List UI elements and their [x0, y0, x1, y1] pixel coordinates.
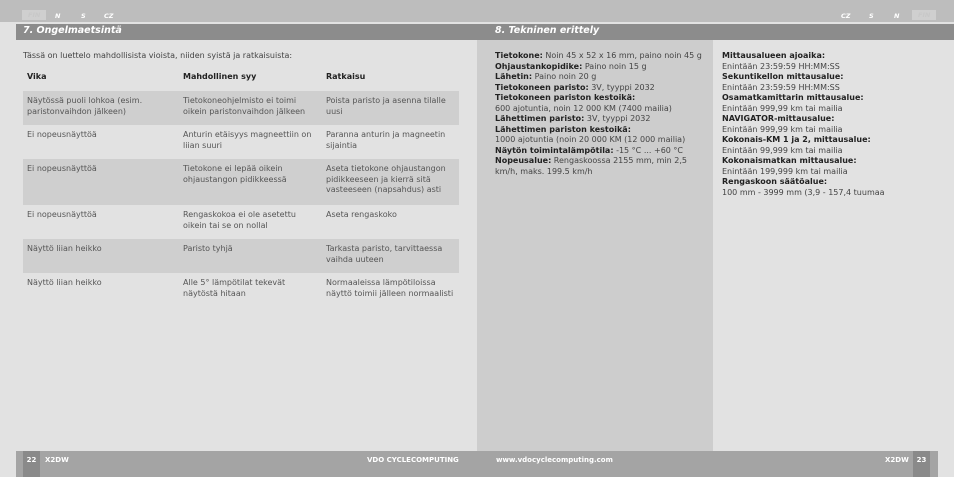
spec-line — [495, 167, 709, 178]
spec-value: 100 mm - 3999 mm (3,9 - 157,4 tuumaa — [722, 187, 885, 197]
spec-label: Lähettimen paristo: — [495, 114, 585, 123]
spec-label: Tietokoneen paristo: — [495, 82, 589, 92]
solution-cell: Paranna anturin ja magneetin sijaintia — [326, 130, 446, 150]
spec-label: Sekuntikellon mittausalue: — [722, 72, 844, 81]
solution-cell: Aseta tietokone ohjaustangon pidikkeeseen ja kierrä sitä vasteeseen (napsahdus) asti — [322, 159, 459, 205]
fault-cell: Ei nopeusnäyttöä — [27, 210, 97, 219]
fault-cell: Ei nopeusnäyttöä — [27, 130, 97, 139]
lang-tab-left-cz[interactable]: CZ — [104, 12, 114, 20]
lang-tab-right-fin[interactable]: FIN — [912, 10, 936, 20]
spec-line — [722, 156, 942, 167]
solution-cell: Tarkasta paristo, tarvittaessa vaihda uuteen — [322, 239, 459, 273]
table-header-row — [23, 70, 459, 91]
left-section-title: 7. Ongelmaetsintä — [23, 25, 122, 36]
right-section-header — [477, 24, 954, 40]
fault-cell: Näyttö liian heikko — [23, 239, 179, 273]
spec-value: Enintään 999,99 km tai mailia — [722, 103, 843, 113]
spec-label: Lähettimen pariston kestoikä: — [495, 124, 631, 134]
left-footer — [16, 451, 477, 477]
lang-tab-left-s[interactable]: S — [81, 12, 86, 20]
spec-line — [722, 114, 942, 125]
table-row — [23, 159, 459, 205]
spec-line — [495, 104, 709, 115]
spec-line — [722, 104, 942, 115]
spec-value: 3V, tyyppi 2032 — [588, 82, 655, 92]
table-row — [23, 91, 459, 125]
spec-line — [722, 146, 942, 157]
cause-cell: Rengaskokoa ei ole asetettu oikein tai se on nollal — [183, 210, 296, 230]
spec-value: Enintään 99,999 km tai mailia — [722, 145, 843, 155]
spec-label: Näytön toimintalämpötila: — [495, 145, 614, 155]
spec-label: Rengaskoon säätöalue: — [722, 177, 828, 186]
right-page-number: 23 — [913, 451, 930, 477]
spec-list-1 — [495, 51, 709, 177]
troubleshooting-intro: Tässä on luettelo mahdollisista vioista, niiden syistä ja ratkaisuista: — [23, 51, 293, 60]
spec-value: Paino noin 20 g — [532, 72, 597, 81]
spec-value: 600 ajotuntia, noin 12 000 KM (7400 mailia) — [495, 103, 672, 113]
spec-label: Lähetin: — [495, 72, 533, 81]
solution-cell: Aseta rengaskoko — [326, 210, 397, 219]
spec-value: -15 °C ... +60 °C — [613, 145, 683, 155]
left-section-header — [16, 24, 477, 40]
lang-tab-left-n[interactable]: N — [55, 12, 61, 20]
spec-line — [495, 51, 709, 62]
right-footer-url[interactable]: www.vdocyclecomputing.com — [496, 456, 613, 464]
spec-line — [722, 83, 942, 94]
spec-label: NAVIGATOR-mittausalue: — [722, 114, 835, 123]
cause-cell: Alle 5° lämpötilat tekevät näytöstä hitaan — [183, 278, 286, 298]
right-footer — [477, 451, 938, 477]
spec-line — [722, 72, 942, 83]
cause-cell: Tietokoneohjelmisto ei toimi oikein paristonvaihdon jälkeen — [179, 91, 322, 125]
solution-cell: Poista paristo ja asenna tilalle uusi — [322, 91, 459, 125]
left-footer-brand: VDO CYCLECOMPUTING — [367, 456, 459, 464]
spec-line — [495, 72, 709, 83]
spec-line — [722, 188, 942, 199]
spec-label: Tietokoneen pariston kestoikä: — [495, 93, 636, 102]
spec-value: Rengaskoossa 2155 mm, min 2,5 — [551, 156, 687, 165]
top-language-bar — [0, 0, 954, 22]
spec-list-2 — [722, 51, 942, 198]
fault-cell: Näytössä puoli lohkoa (esim. paristonvaihdon jälkeen) — [23, 91, 179, 125]
spec-line — [495, 125, 709, 136]
spec-label: Kokonaismatkan mittausalue: — [722, 156, 857, 165]
table-row — [23, 205, 459, 239]
header-cause: Mahdollinen syy — [183, 72, 257, 81]
spec-line — [722, 93, 942, 104]
table-row — [23, 239, 459, 273]
spec-value: Noin 45 x 52 x 16 mm, paino noin 45 g — [542, 51, 702, 60]
lang-tab-right-n[interactable]: N — [894, 12, 900, 20]
right-footer-model: X2DW — [885, 456, 909, 464]
spec-value: Enintään 199,999 km tai mailia — [722, 166, 848, 176]
spec-label: Kokonais-KM 1 ja 2, mittausalue: — [722, 135, 871, 144]
spec-value: 3V, tyyppi 2032 — [584, 114, 651, 123]
spec-line — [495, 135, 709, 146]
spec-line — [722, 167, 942, 178]
fault-cell: Näyttö liian heikko — [27, 278, 102, 287]
cause-cell: Paristo tyhjä — [179, 239, 322, 273]
spec-value: Paino noin 15 g — [582, 61, 647, 71]
cause-cell: Tietokone ei lepää oikein ohjaustangon pidikkeessä — [179, 159, 322, 205]
spec-line — [495, 93, 709, 104]
spec-line — [722, 135, 942, 146]
spec-value: Enintään 23:59:59 HH:MM:SS — [722, 61, 840, 71]
spec-label: Ohjaustankopidike: — [495, 61, 583, 71]
spec-line — [722, 62, 942, 73]
troubleshooting-table — [23, 70, 459, 318]
spec-label: Mittausalueen ajoaika: — [722, 51, 826, 60]
table-row — [23, 125, 459, 159]
spec-line — [722, 125, 942, 136]
spec-line — [495, 83, 709, 94]
spec-line — [495, 114, 709, 125]
spec-label: Osamatkamittarin mittausalue: — [722, 93, 864, 102]
spec-line — [722, 51, 942, 62]
spec-value: km/h, maks. 199.5 km/h — [495, 166, 593, 176]
fault-cell: Ei nopeusnäyttöä — [23, 159, 179, 205]
spec-value: Enintään 23:59:59 HH:MM:SS — [722, 82, 840, 92]
lang-tab-left-fin[interactable]: FIN — [22, 10, 46, 20]
header-fault: Vika — [27, 72, 47, 81]
cause-cell: Anturin etäisyys magneettiin on liian suuri — [183, 130, 312, 150]
spec-label: Tietokone: — [495, 51, 543, 60]
left-page-number: 22 — [23, 451, 40, 477]
spec-value: Enintään 999,99 km tai mailia — [722, 124, 843, 134]
spec-value: 1000 ajotuntia (noin 20 000 KM (12 000 mailia) — [495, 135, 686, 144]
right-section-title: 8. Tekninen erittely — [495, 25, 600, 36]
spec-line — [495, 146, 709, 157]
spec-line — [495, 62, 709, 73]
lang-tab-right-cz[interactable]: CZ — [841, 12, 851, 20]
lang-tab-right-s[interactable]: S — [869, 12, 874, 20]
spec-label: Nopeusalue: — [495, 156, 552, 165]
spec-line — [495, 156, 709, 167]
solution-cell: Normaaleissa lämpötiloissa näyttö toimii jälleen normaalisti — [326, 278, 454, 298]
header-solution: Ratkaisu — [326, 72, 366, 81]
left-footer-model: X2DW — [45, 456, 69, 464]
spec-line — [722, 177, 942, 188]
table-row — [23, 273, 459, 318]
